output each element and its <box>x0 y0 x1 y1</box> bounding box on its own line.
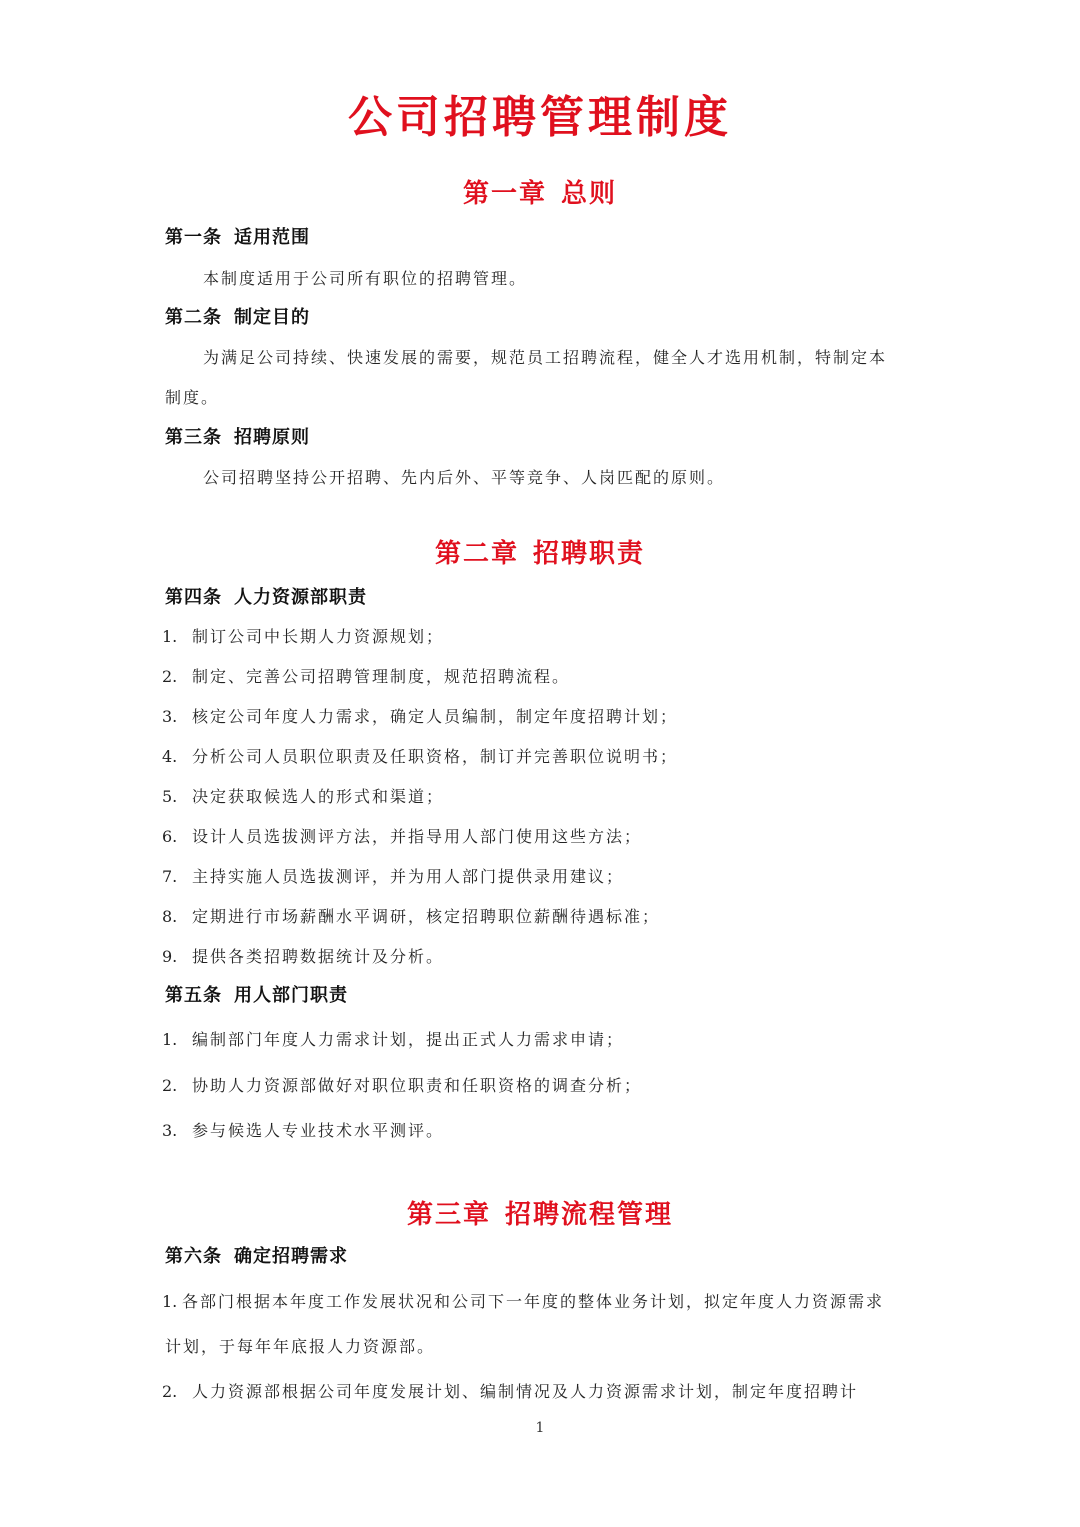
article-heading <box>165 1244 348 1270</box>
list-text: 提供各类招聘数据统计及分析。 <box>192 947 445 966</box>
article-label: 第四条 <box>165 587 222 608</box>
page-number: 1 <box>535 1420 545 1436</box>
list-number: 8. <box>162 907 178 926</box>
article-text: 公司招聘坚持公开招聘、先内后外、平等竞争、人岗匹配的原则。 <box>203 468 726 487</box>
article-heading <box>165 983 348 1009</box>
article-text: 为满足公司持续、快速发展的需要，规范员工招聘流程，健全人才选用机制，特制定本 <box>203 348 888 367</box>
list-number: 2. <box>162 1382 178 1401</box>
list-item-continuation: 计划，于每年年底报人力资源部。 <box>165 1337 436 1356</box>
article-label: 第六条 <box>165 1246 222 1267</box>
list-text: 核定公司年度人力需求，确定人员编制，制定年度招聘计划； <box>192 707 679 726</box>
list-item <box>162 624 444 650</box>
list-number: 6. <box>162 827 178 846</box>
article-heading <box>165 425 310 451</box>
list-number: 4. <box>162 747 178 766</box>
article-title: 确定招聘需求 <box>234 1246 348 1267</box>
article-title: 招聘原则 <box>234 427 310 448</box>
list-number: 3. <box>162 707 178 726</box>
list-text: 制订公司中长期人力资源规划； <box>192 627 445 646</box>
article-title: 制定目的 <box>234 307 310 328</box>
list-number: 7. <box>162 867 178 886</box>
list-text: 主持实施人员选拔测评，并为用人部门提供录用建议； <box>192 867 625 886</box>
list-item <box>162 784 444 810</box>
list-item <box>162 1289 884 1315</box>
article-label: 第三条 <box>165 427 222 448</box>
article-label: 第五条 <box>165 985 222 1006</box>
list-item <box>162 1379 858 1405</box>
list-text: 参与候选人专业技术水平测评。 <box>192 1121 445 1140</box>
list-text: 分析公司人员职位职责及任职资格，制订并完善职位说明书； <box>192 747 679 766</box>
list-item <box>162 944 444 970</box>
chapter-title: 总则 <box>561 179 618 209</box>
list-number: 1. <box>162 1292 178 1311</box>
list-text: 协助人力资源部做好对职位职责和任职资格的调查分析； <box>192 1076 643 1095</box>
list-item <box>162 864 624 890</box>
list-number: 1. <box>162 1030 178 1049</box>
list-number: 5. <box>162 787 178 806</box>
article-text: 制度。 <box>165 388 220 407</box>
list-text: 设计人员选拔测评方法，并指导用人部门使用这些方法； <box>192 827 643 846</box>
document-title: 公司招聘管理制度 <box>348 92 732 143</box>
chapter-heading <box>0 176 1080 212</box>
list-number: 2. <box>162 1076 178 1095</box>
article-heading <box>165 225 310 251</box>
article-title: 用人部门职责 <box>234 985 348 1006</box>
list-text: 定期进行市场薪酬水平调研，核定招聘职位薪酬待遇标准； <box>192 907 661 926</box>
list-item <box>162 664 570 690</box>
list-item <box>162 1073 642 1099</box>
list-number: 9. <box>162 947 178 966</box>
article-title: 人力资源部职责 <box>234 587 367 608</box>
article-label: 第一条 <box>165 227 222 248</box>
article-title: 适用范围 <box>234 227 310 248</box>
chapter-title: 招聘职责 <box>533 539 646 569</box>
list-item <box>162 1118 444 1144</box>
list-text: 人力资源部根据公司年度发展计划、编制情况及人力资源需求计划，制定年度招聘计 <box>192 1382 859 1401</box>
list-number: 3. <box>162 1121 178 1140</box>
list-text: 编制部门年度人力需求计划，提出正式人力需求申请； <box>192 1030 625 1049</box>
chapter-label: 第一章 <box>462 179 547 209</box>
list-item <box>162 1027 624 1053</box>
list-item <box>162 904 660 930</box>
article-text: 本制度适用于公司所有职位的招聘管理。 <box>203 269 528 288</box>
list-item <box>162 744 678 770</box>
list-text: 各部门根据本年度工作发展状况和公司下一年度的整体业务计划，拟定年度人力资源需求 <box>182 1292 885 1311</box>
list-item <box>162 704 678 730</box>
article-label: 第二条 <box>165 307 222 328</box>
list-number: 1. <box>162 627 178 646</box>
chapter-heading <box>0 1197 1080 1233</box>
list-text: 决定获取候选人的形式和渠道； <box>192 787 445 806</box>
chapter-label: 第二章 <box>434 539 519 569</box>
chapter-label: 第三章 <box>406 1200 491 1230</box>
article-heading <box>165 305 310 331</box>
list-item <box>162 824 642 850</box>
list-text: 制定、完善公司招聘管理制度，规范招聘流程。 <box>192 667 571 686</box>
article-heading <box>165 585 367 611</box>
list-number: 2. <box>162 667 178 686</box>
chapter-heading <box>0 536 1080 572</box>
chapter-title: 招聘流程管理 <box>505 1200 674 1230</box>
